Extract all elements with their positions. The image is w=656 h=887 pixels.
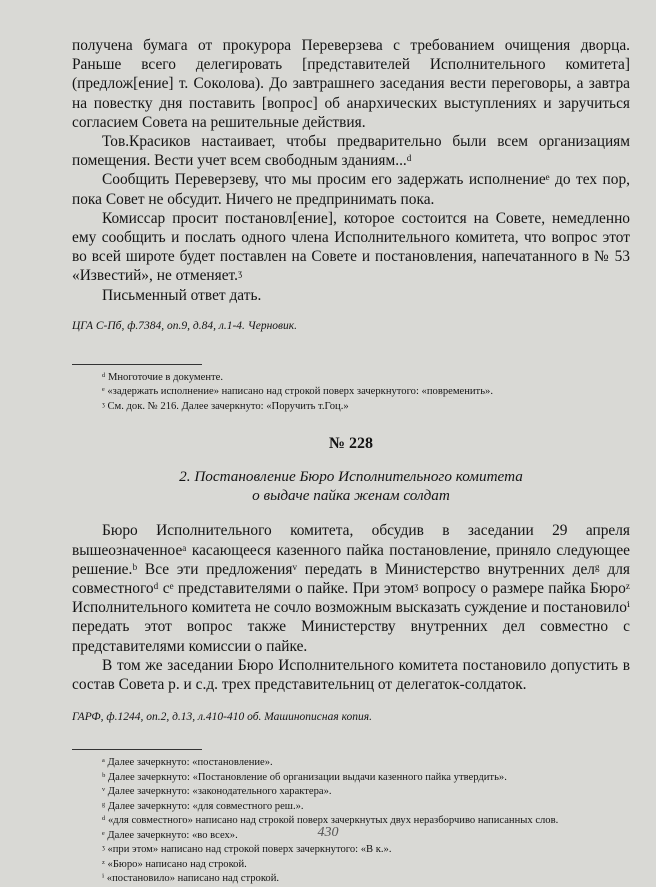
footnote-divider bbox=[72, 364, 202, 365]
paragraph-pereverzev: Сообщить Переверзеву, что мы просим его задержать исполнениеᵉ до тех пор, пока Совет не обсудит. Ничего не предпринимать пока. bbox=[72, 171, 630, 208]
paragraph-bureau-decision: Бюро Исполнительного комитета, обсудив в заседании 29 апреля вышеозначенноеᵃ касающееся казенного пайка постановление, приняло следующее решение.ᵇ Все эти предложенияᵛ передать в Министерство внутренних делᵍ для совместногоᵈ сᵉ представителями о пайке. При этомᶾ вопросу о размере пайка Бюроᶻ Исполнительного комитета не сочло возможным высказать суждение и постановилоⁱ передать этот вопрос также Министерству внутренних дел совместно с представителями комиссии о пайке. bbox=[72, 522, 630, 655]
footnote-divider bbox=[72, 749, 202, 750]
page-number: 430 bbox=[317, 825, 339, 840]
footnote: ᶻ «Бюро» написано над строкой. bbox=[102, 858, 247, 870]
footnote: ᵈ «для совместного» написано над строкой поверх зачеркнутых двух неразборчиво написанных слов. bbox=[102, 815, 559, 827]
paragraph-written-answer: Письменный ответ дать. bbox=[102, 286, 262, 304]
footnote: ⁱ «постановило» написано над строкой. bbox=[102, 873, 280, 885]
footnote: ᵉ Далее зачеркнуто: «во всех». bbox=[102, 829, 238, 841]
footnote: ᵃ Далее зачеркнуто: «постановление». bbox=[102, 757, 273, 769]
footnote: ᵛ Далее зачеркнуто: «законодательного характера». bbox=[102, 786, 332, 798]
footnote: ᵉ «задержать исполнение» написано над строкой поверх зачеркнутого: «повременить». bbox=[102, 386, 493, 398]
document-title-line: о выдаче пайка женам солдат bbox=[252, 487, 450, 505]
paragraph-continuation: получена бумага от прокурора Переверзева с требованием очищения дворца. Раньше всего делегировать [представителей Исполнительного комитета] (предлож[ение] т. Соколова). До завтрашнего заседания вести переговоры, а завтра на повестку дня поставить [вопрос] об анархических выступлениях и заручиться согласием Совета на решительные действия. bbox=[72, 37, 630, 131]
footnote: ᵍ Далее зачеркнуто: «для совместного реш.». bbox=[102, 800, 304, 812]
archive-source: ЦГА С-Пб, ф.7384, оп.9, д.84, л.1-4. Черновик. bbox=[72, 319, 298, 332]
footnote: ᶾ См. док. № 216. Далее зачеркнуто: «Поручить т.Гоц.» bbox=[102, 400, 349, 412]
document-title bbox=[72, 467, 630, 505]
footnote: ᵈ Многоточие в документе. bbox=[102, 371, 223, 383]
footnote: ᵇ Далее зачеркнуто: «Постановление об организации выдачи казенного пайка утвердить». bbox=[102, 771, 507, 783]
document-title-line: 2. Постановление Бюро Исполнительного комитета bbox=[179, 468, 523, 486]
paragraph-commissar: Комиссар просит постановл[ение], которое состоится на Совете, немедленно ему сообщить и послать одного члена Исполнительного комитета, что вопрос этот во всей широте будет поставлен на Совете и постановления, напечатанного в № 53 «Известий», не отменяет.ᶾ bbox=[72, 209, 630, 285]
paragraph-krasikov: Тов.Красиков настаивает, чтобы предварительно были всем организациям помещения. Вести учет всем свободным зданиям...ᵈ bbox=[72, 133, 630, 170]
archive-source: ГАРФ, ф.1244, оп.2, д.13, л.410-410 об. Машинописная копия. bbox=[72, 711, 372, 724]
footnote: ᶾ «при этом» написано над строкой поверх зачеркнутого: «В к.». bbox=[102, 844, 392, 856]
paragraph-same-session: В том же заседании Бюро Исполнительного комитета постановило допустить в состав Совета р. и с.д. трех представительниц от делегаток-солдаток. bbox=[72, 656, 630, 693]
document-number: № 228 bbox=[328, 435, 374, 453]
